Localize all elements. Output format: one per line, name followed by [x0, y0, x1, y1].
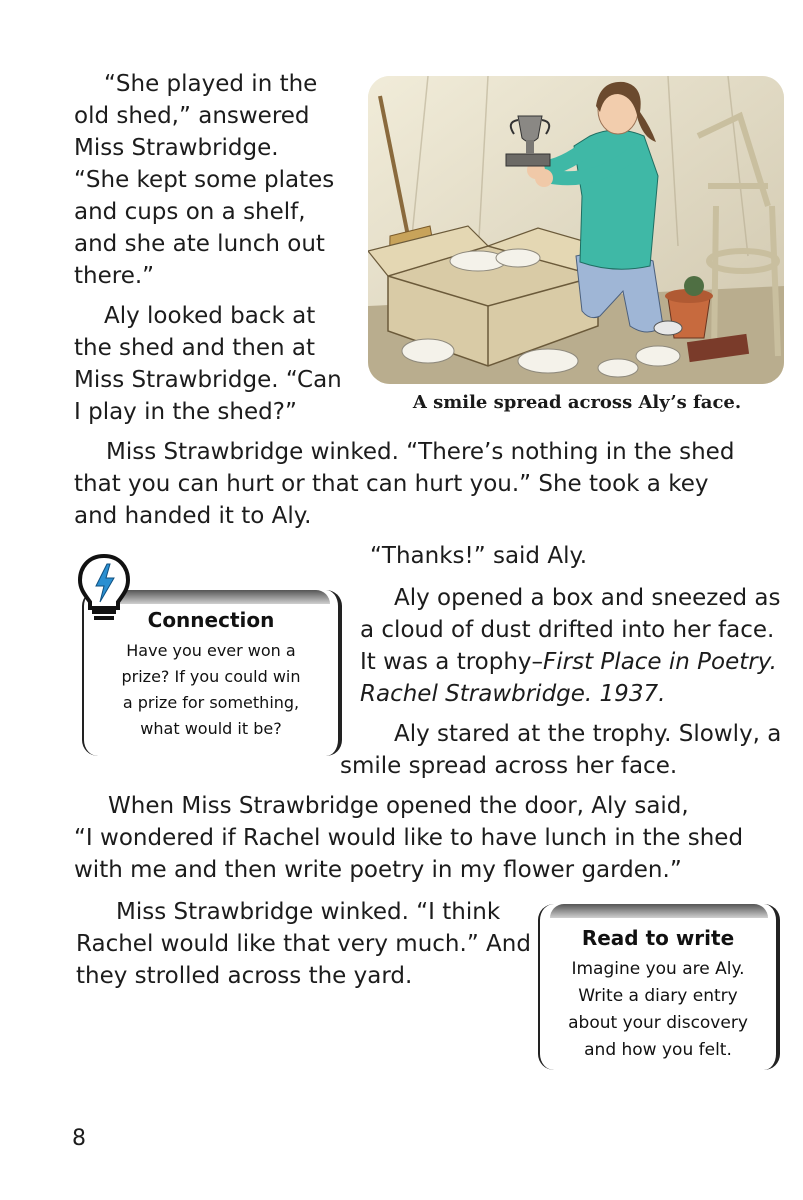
- paragraph-2: Aly looked back at the shed and then at Miss Strawbridge. “Can I play in the shed?”: [74, 303, 342, 425]
- illustration-caption: A smile spread across Aly’s face.: [412, 392, 742, 413]
- paragraph-6: Aly stared at the trophy. Slowly, a smile spread across her face.: [340, 721, 782, 779]
- girl-with-trophy-illustration: [368, 76, 784, 384]
- paragraph-8: Miss Strawbridge winked. “I think Rachel would like that very much.” And they strolled across the yard.: [76, 899, 531, 989]
- trophy-inscription: First Place in Poetry. Rachel Strawbridge. 1937.: [360, 649, 777, 707]
- read-to-write-text: Imagine you are Aly. Write a diary entry about your discovery and how you felt.: [568, 959, 748, 1060]
- page-number: 8: [72, 1126, 86, 1151]
- paragraph-5: [360, 582, 790, 710]
- lightbulb-icon: [74, 550, 134, 626]
- paragraph-4: “Thanks!” said Aly.: [370, 543, 588, 569]
- story-illustration: [368, 76, 784, 384]
- read-to-write-title: Read to write: [581, 926, 735, 950]
- connection-title: Connection: [147, 608, 275, 632]
- connection-text: Have you ever won a prize? If you could win a prize for something, what would it be?: [121, 641, 301, 738]
- paragraph-5-text: Aly opened a box and sneezed as a cloud of dust drifted into her face. It was a trophy–: [360, 585, 781, 675]
- read-to-write-box: [538, 904, 780, 1070]
- read-to-write-header-bar: [550, 904, 768, 918]
- paragraph-7: When Miss Strawbridge opened the door, Aly said, “I wondered if Rachel would like to have lunch in the shed with me and then write poetry in my flower garden.”: [74, 793, 744, 883]
- paragraph-3: Miss Strawbridge winked. “There’s nothing in the shed that you can hurt or that can hurt you.” She took a key and handed it to Aly.: [74, 439, 735, 529]
- paragraph-1: “She played in the old shed,” answered Miss Strawbridge. “She kept some plates and cups on a shelf, and she ate lunch out there.”: [74, 71, 335, 289]
